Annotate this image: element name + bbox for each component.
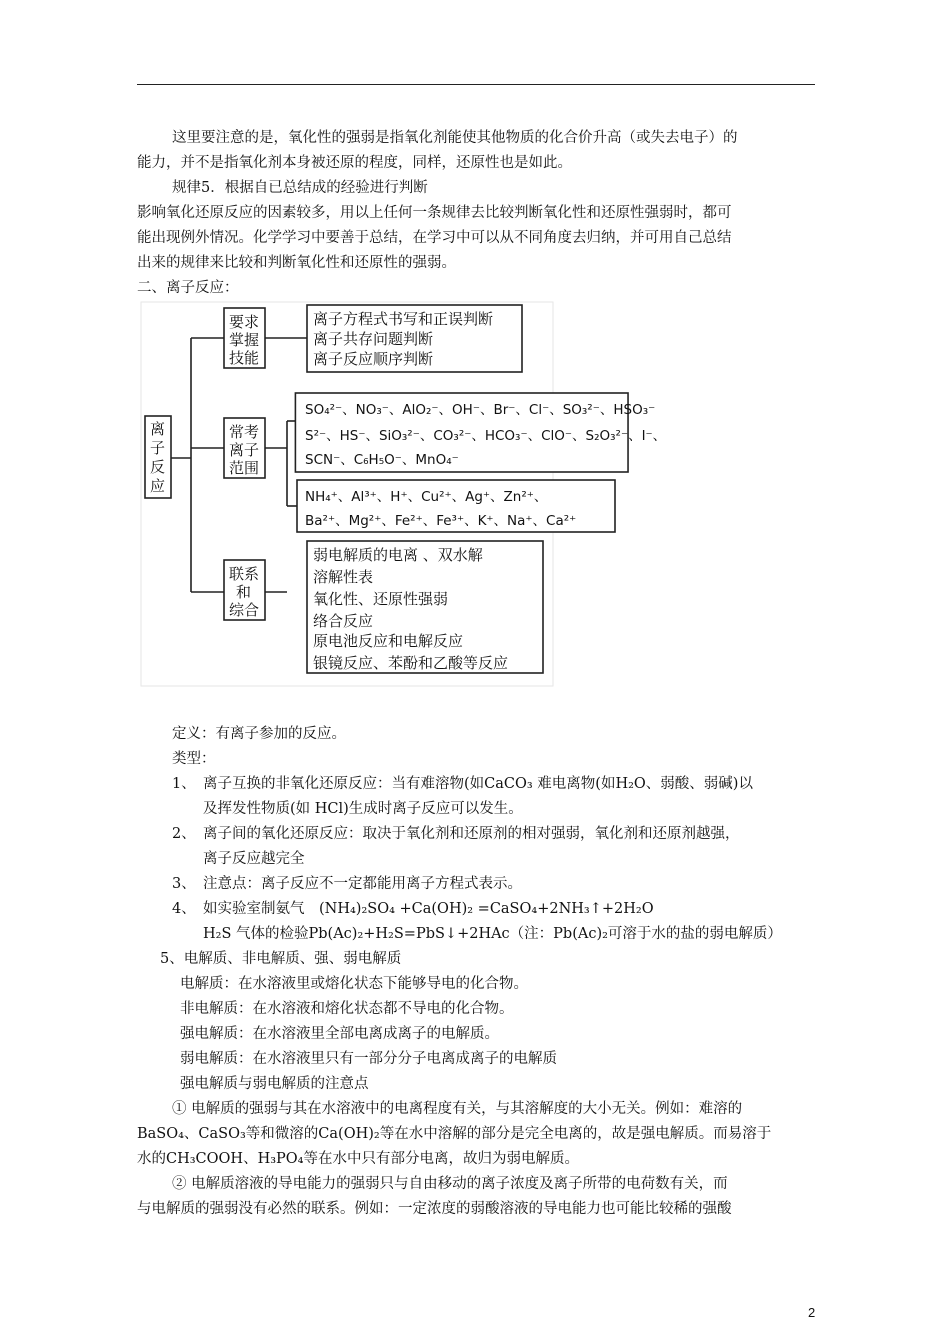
item-2-number: 2、 xyxy=(172,826,196,842)
branch-synthesis-line-3: 综合 xyxy=(229,601,260,619)
item-2-text: 离子间的氧化还原反应：取决于氧化剂和还原剂的相对强弱，氧化剂和还原剂越强， xyxy=(203,826,740,842)
note-2-cont: 与电解质的强弱没有必然的联系。例如：一定浓度的弱酸溶液的导电能力也可能比较稀的强酸 xyxy=(137,1201,732,1217)
note-1: ① 电解质的强弱与其在水溶液中的电离程度有关，与其溶解度的大小无关。例如：难溶的 xyxy=(172,1101,743,1117)
page-number: 2 xyxy=(808,1305,816,1320)
synthesis-item: 原电池反应和电解反应 xyxy=(313,632,464,650)
item-1-text: 离子互换的非氧化还原反应：当有难溶物(如CaCO₃ 难电离物(如H₂O、弱酸、弱碱)以 xyxy=(203,776,753,792)
paragraph-oxidation-note-cont: 能力，并不是指氧化剂本身被还原的程度，同样，还原性也是如此。 xyxy=(137,155,572,171)
root-char-2: 子 xyxy=(150,439,166,457)
synthesis-item: 溶解性表 xyxy=(313,568,374,586)
branch-ions-line-1: 常考 xyxy=(229,423,260,441)
root-char-1: 离 xyxy=(150,420,166,438)
branch-skills-line-2: 掌握 xyxy=(229,331,260,349)
definition-electrolyte: 电解质：在水溶液里或熔化状态下能够导电的化合物。 xyxy=(180,976,528,992)
paragraph-factors: 影响氧化还原反应的因素较多，用以上任何一条规律去比较判断氧化性和还原性强弱时，都可 xyxy=(137,205,732,221)
definition: 定义：有离子参加的反应。 xyxy=(172,726,346,742)
note-2: ② 电解质溶液的导电能力的强弱只与自由移动的离子浓度及离子所带的电荷数有关，而 xyxy=(172,1176,728,1192)
root-char-3: 反 xyxy=(150,458,166,476)
ion-reaction-diagram xyxy=(137,298,667,690)
branch-skills-line-1: 要求 xyxy=(229,313,260,331)
cations-line-1: NH₄⁺、Al³⁺、H⁺、Cu²⁺、Ag⁺、Zn²⁺、 xyxy=(305,489,548,505)
types-heading: 类型： xyxy=(172,751,216,767)
item-4-number: 4、 xyxy=(172,901,196,917)
paragraph-factors-cont1: 能出现例外情况。化学学习中要善于总结，在学习中可以从不同角度去归纳，并可用自己总结 xyxy=(137,230,732,246)
item-1-number: 1、 xyxy=(172,776,196,792)
note-1-cont2: 水的CH₃COOH、H₃PO₄等在水中只有部分电离，故归为弱电解质。 xyxy=(137,1151,579,1167)
skills-item: 离子共存问题判断 xyxy=(313,330,434,348)
skills-item: 离子反应顺序判断 xyxy=(313,350,434,368)
branch-synthesis-line-1: 联系 xyxy=(229,565,260,583)
cations-line-2: Ba²⁺、Mg²⁺、Fe²⁺、Fe³⁺、K⁺、Na⁺、Ca²⁺ xyxy=(305,513,577,529)
anions-line-2: S²⁻、HS⁻、SiO₃²⁻、CO₃²⁻、HCO₃⁻、ClO⁻、S₂O₃²⁻、I⁻、 xyxy=(305,428,667,444)
branch-skills-line-3: 技能 xyxy=(229,349,260,367)
synthesis-item: 络合反应 xyxy=(313,612,374,630)
section-5-heading: 5、电解质、非电解质、强、弱电解质 xyxy=(160,951,402,967)
rule5-heading: 规律5．根据自已总结成的经验进行判断 xyxy=(172,180,428,196)
synthesis-item: 弱电解质的电离 、双水解 xyxy=(313,546,483,564)
item-3-number: 3、 xyxy=(172,876,196,892)
item-3-text: 注意点：离子反应不一定都能用离子方程式表示。 xyxy=(203,876,522,892)
paragraph-oxidation-note: 这里要注意的是，氧化性的强弱是指氧化剂能使其他物质的化合价升高（或失去电子）的 xyxy=(172,130,738,146)
branch-synthesis-line-2: 和 xyxy=(236,583,252,601)
header-rule xyxy=(137,84,815,85)
branch-ions-line-2: 离子 xyxy=(229,441,260,459)
branch-ions-line-3: 范围 xyxy=(229,459,260,477)
section-heading-ion-reaction: 二、离子反应： xyxy=(137,280,239,296)
item-4-equation-ammonia: 如实验室制氨气 (NH₄)₂SO₄ +Ca(OH)₂ =CaSO₄+2NH₃↑+2H₂O xyxy=(203,901,654,917)
anions-line-1: SO₄²⁻、NO₃⁻、AlO₂⁻、OH⁻、Br⁻、Cl⁻、SO₃²⁻、HSO₃⁻ xyxy=(305,402,656,418)
synthesis-item: 氧化性、还原性强弱 xyxy=(313,590,449,608)
synthesis-item: 银镜反应、苯酚和乙酸等反应 xyxy=(313,654,509,672)
definition-nonelectrolyte: 非电解质：在水溶液和熔化状态都不导电的化合物。 xyxy=(180,1001,514,1017)
notes-heading: 强电解质与弱电解质的注意点 xyxy=(180,1076,369,1092)
definition-strong-electrolyte: 强电解质：在水溶液里全部电离成离子的电解质。 xyxy=(180,1026,499,1042)
item-4-equation-h2s: H₂S 气体的检验Pb(Ac)₂+H₂S=PbS↓+2HAc（注：Pb(Ac)₂可溶于水的盐的弱电解质） xyxy=(203,926,782,942)
skills-item: 离子方程式书写和正误判断 xyxy=(313,310,494,328)
item-1-text-cont: 及挥发性物质(如 HCl)生成时离子反应可以发生。 xyxy=(203,801,523,817)
note-1-cont1: BaSO₄、CaSO₃等和微溶的Ca(OH)₂等在水中溶解的部分是完全电离的，故是强电解质。而易溶于 xyxy=(137,1126,772,1142)
definition-weak-electrolyte: 弱电解质：在水溶液里只有一部分分子电离成离子的电解质 xyxy=(180,1051,557,1067)
item-2-text-cont: 离子反应越完全 xyxy=(203,851,305,867)
anions-line-3: SCN⁻、C₆H₅O⁻、MnO₄⁻ xyxy=(305,452,459,468)
paragraph-factors-cont2: 出来的规律来比较和判断氧化性和还原性的强弱。 xyxy=(137,255,456,271)
root-char-4: 应 xyxy=(150,477,166,495)
